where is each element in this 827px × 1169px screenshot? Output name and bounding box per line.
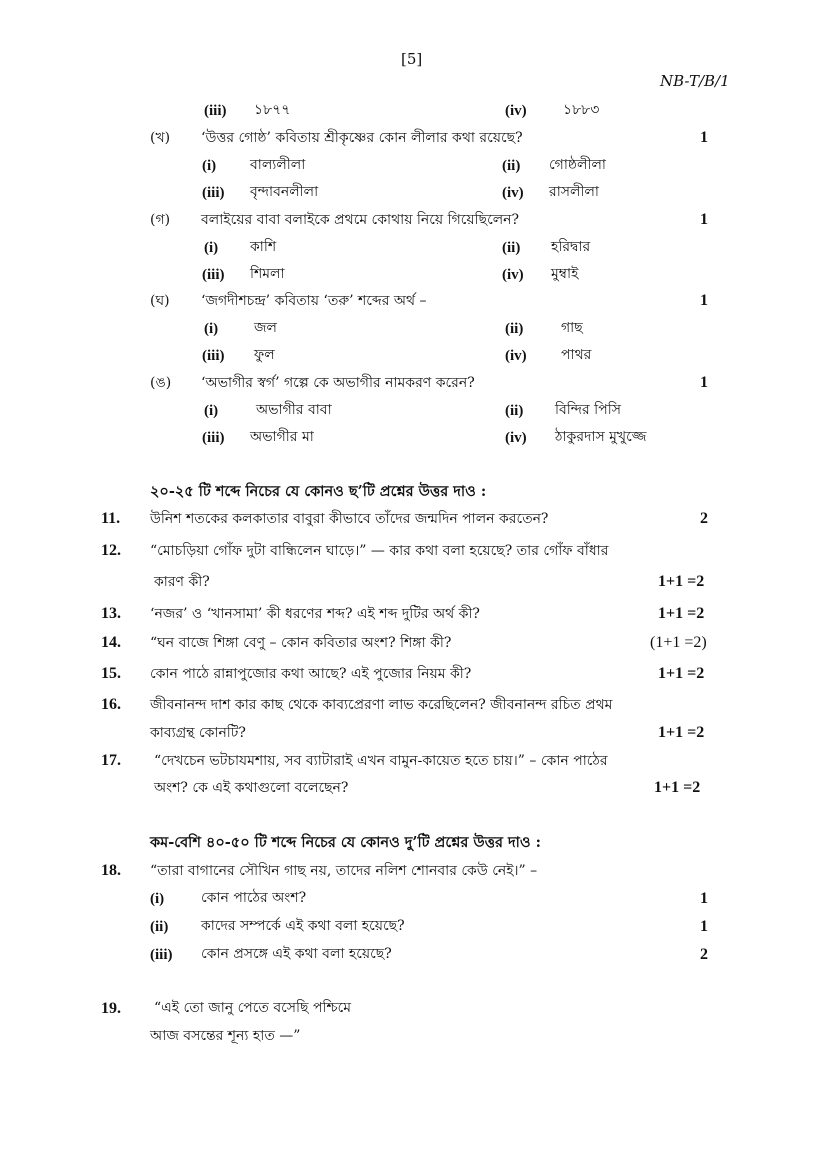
question-label: (গ) [150,212,171,228]
option-text: ১৮৭৭ [254,102,291,118]
section-heading: ২০-২৫ টি শব্দে নিচের যে কোনও ছ’টি প্রশ্নের উত্তর দাও : [150,483,487,500]
question-marks: 1+1 =2 [658,665,705,682]
option-text: ফুল [254,347,275,363]
question-text: “তারা বাগানের সৌখিন গাছ নয়, তাদের নলিশ শোনবার কেউ নেই।” – [150,863,538,879]
question-text-cont: কাব্যগ্রন্থ কোনটি? [150,725,246,741]
question-marks: 1 [700,890,708,907]
question-text: ‘উত্তর গোষ্ঠ’ কবিতায় শ্রীকৃষ্ণের কোন লীলার কথা রয়েছে? [201,130,523,146]
question-marks: 1+1 =2 [658,724,705,741]
question-marks: 1 [700,129,708,146]
option-text: বিন্দির পিসি [555,402,621,418]
question-label: (ঘ) [150,293,170,309]
question-text: কোন পাঠে রান্নাপুজোর কথা আছে? এই পুজোর নিয়ম কী? [150,666,472,682]
question-number: 12. [101,542,121,559]
question-text: ‘অভাগীর স্বর্গ’ গল্পে কে অভাগীর নামকরণ করেন? [201,375,475,391]
question-text: “ঘন বাজে শিঙ্গা বেণু – কোন কবিতার অংশ? শিঙ্গা কী? [150,635,452,651]
sub-question-text: কোন পাঠের অংশ? [201,890,307,906]
question-number: 18. [101,862,121,879]
question-number: 13. [101,605,121,622]
option-text: জল [254,320,277,336]
sub-question-text: কাদের সম্পর্কে এই কথা বলা হয়েছে? [201,918,405,934]
option-number: (iii) [202,267,225,283]
question-number: 15. [101,665,121,682]
option-text: ঠাকুরদাস মুখুজ্জে [555,429,647,445]
option-number: (iii) [204,103,227,119]
question-text: “দেখচেন ভটচাযমশায়, সব ব্যাটারাই এখন বামুন-কায়েত হতে চায়।” – কোন পাঠের [154,753,608,769]
question-label: (ঙ) [150,375,172,391]
question-text-cont: কারণ কী? [154,574,210,590]
option-text: হরিদ্বার [551,239,591,255]
question-marks: 2 [700,510,708,527]
option-text: পাথর [561,347,592,363]
question-marks: (1+1 =2) [650,634,707,651]
option-text: কাশি [250,239,277,255]
question-text: “মোচড়িয়া গোঁফ দুটা বান্ধিলেন ঘাড়ে।” — কার কথা বলা হয়েছে? তার গোঁফ বাঁধার [150,543,609,559]
paper-code: NB-T/B/1 [660,72,730,90]
sub-question-number: (iii) [150,947,173,963]
question-marks: 1 [700,374,708,391]
option-text: অভাগীর মা [250,429,314,445]
question-text: “এই তো জানু পেতে বসেছি পশ্চিমে [154,1000,352,1016]
option-text: রাসলীলা [549,184,599,200]
question-text: বলাইয়ের বাবা বলাইকে প্রথমে কোথায় নিয়ে গিয়েছিলেন? [201,212,520,228]
option-number: (iv) [505,430,527,446]
option-number: (ii) [505,403,524,419]
option-number: (iii) [202,430,225,446]
question-label: (খ) [150,130,171,146]
sub-question-text: কোন প্রসঙ্গে এই কথা বলা হয়েছে? [201,946,392,962]
question-marks: 1 [700,918,708,935]
option-number: (i) [204,403,219,419]
option-number: (i) [204,321,219,337]
option-text: অভাগীর বাবা [256,402,332,418]
question-number: 16. [101,696,121,713]
section-heading: কম-বেশি ৪০-৫০ টি শব্দে নিচের যে কোনও দু’টি প্রশ্নের উত্তর দাও : [150,834,541,851]
option-number: (ii) [502,240,521,256]
option-number: (i) [202,158,217,174]
question-marks: 1+1 =2 [658,573,705,590]
option-text: বৃন্দাবনলীলা [250,184,319,200]
question-text: জীবনানন্দ দাশ কার কাছ থেকে কাব্যপ্রেরণা লাভ করেছিলেন? জীবনানন্দ রচিত প্রথম [150,697,613,713]
option-number: (iii) [202,185,225,201]
option-number: (iv) [505,103,527,119]
question-number: 14. [101,634,121,651]
question-marks: 1 [700,211,708,228]
option-text: গাছ [561,320,583,336]
page-number: [5] [401,50,423,68]
option-text: বাল্যলীলা [250,157,306,173]
option-text: ১৮৮৩ [563,102,600,118]
question-text-cont: আজ বসন্তের শূন্য হাত —” [150,1028,301,1044]
option-number: (iv) [502,267,524,283]
option-text: মুম্বাই [551,266,579,282]
sub-question-number: (i) [150,891,165,907]
question-text-cont: অংশ? কে এই কথাগুলো বলেছেন? [154,780,349,796]
option-number: (iii) [202,348,225,364]
option-number: (iv) [502,185,524,201]
question-number: 11. [101,510,121,527]
question-text: ‘নজর’ ও ‘খানসামা’ কী ধরণের শব্দ? এই শব্দ দুটির অর্থ কী? [150,606,480,622]
option-text: শিমলা [250,266,285,282]
question-marks: 2 [700,946,708,963]
option-number: (ii) [505,321,524,337]
option-number: (i) [204,240,219,256]
question-text: ‘জগদীশচন্দ্র’ কবিতায় ‘তরু’ শব্দের অর্থ – [201,293,427,309]
question-number: 19. [101,1000,121,1017]
question-marks: 1 [700,292,708,309]
option-number: (ii) [502,158,521,174]
question-marks: 1+1 =2 [658,605,705,622]
option-number: (iv) [505,348,527,364]
question-number: 17. [101,752,121,769]
question-text: উনিশ শতকের কলকাতার বাবুরা কীভাবে তাঁদের জন্মদিন পালন করতেন? [150,511,549,527]
question-marks: 1+1 =2 [654,779,701,796]
option-text: গোষ্ঠলীলা [549,157,606,173]
sub-question-number: (ii) [150,919,169,935]
